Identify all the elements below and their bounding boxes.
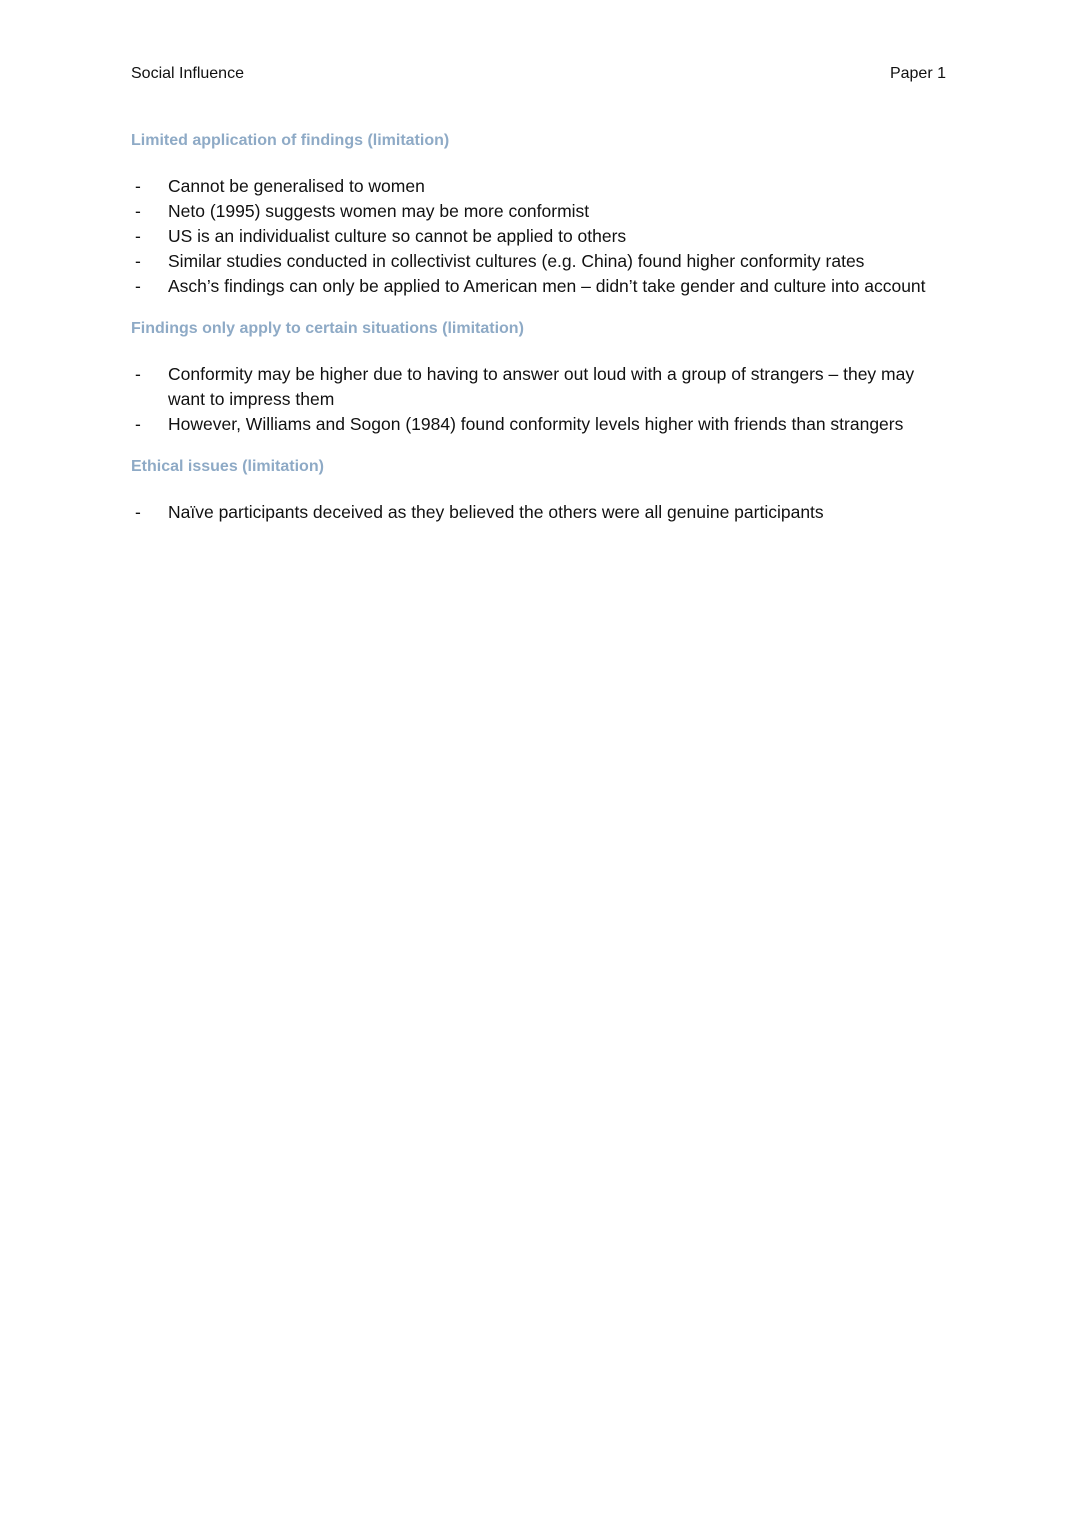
list-item: - Cannot be generalised to women xyxy=(135,176,425,196)
bullet-list xyxy=(131,362,931,437)
list-item: - Conformity may be higher due to having to answer out loud with a group of strangers – they may want to impress them xyxy=(135,364,915,409)
list-item: - Neto (1995) suggests women may be more conformist xyxy=(135,201,590,221)
section-heading: Limited application of findings (limitation) xyxy=(131,132,450,149)
header-title: Social Influence xyxy=(131,65,244,82)
bullet-list xyxy=(131,500,931,525)
section-heading: Ethical issues (limitation) xyxy=(131,458,324,475)
list-item: - However, Williams and Sogon (1984) found conformity levels higher with friends than strangers xyxy=(135,414,904,434)
list-item: - Asch’s findings can only be applied to American men – didn’t take gender and culture into account xyxy=(135,276,926,296)
list-item: - Similar studies conducted in collectivist cultures (e.g. China) found higher conformity rates xyxy=(135,251,865,271)
bullet-list xyxy=(131,174,931,299)
list-item: - Naïve participants deceived as they believed the others were all genuine participants xyxy=(135,502,824,522)
list-item: - US is an individualist culture so cannot be applied to others xyxy=(135,226,627,246)
section-heading: Findings only apply to certain situations (limitation) xyxy=(131,320,524,337)
header-paper: Paper 1 xyxy=(889,65,946,82)
